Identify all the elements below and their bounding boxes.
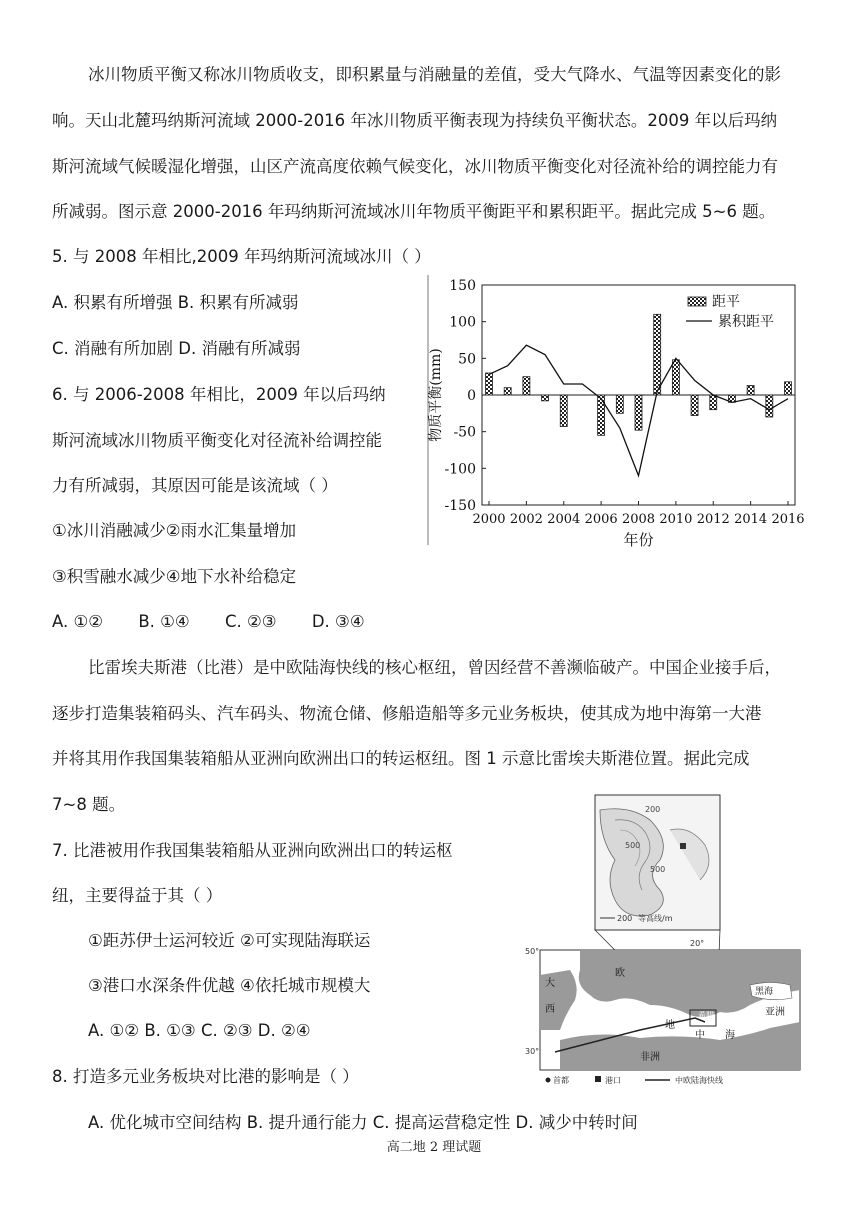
intro2-line-4: 7~8 题。 xyxy=(52,795,126,814)
page-footer: 高二地 2 理试题 xyxy=(386,1140,482,1155)
q7-stem-line-1: 7. 比港被用作我国集装箱船从亚洲向欧洲出口的转运枢 xyxy=(52,841,453,860)
inset-contour-200: 200 xyxy=(645,805,661,814)
map-label-blacksea: 黑海 xyxy=(755,987,774,997)
legend-line-label: 累积距平 xyxy=(718,314,774,330)
q6-items-2: ③积雪融水减少④地下水补给稳定 xyxy=(52,567,297,586)
q7-items-1: ①距苏伊士运河较近 ②可实现陆海联运 xyxy=(88,931,371,950)
y-tick-label: -100 xyxy=(444,461,476,478)
x-tick-label: 2016 xyxy=(771,512,805,527)
x-tick-label: 2004 xyxy=(547,512,581,527)
x-tick-label: 2006 xyxy=(584,512,618,527)
bar-2010 xyxy=(672,360,679,395)
map-label-europe: 欧 xyxy=(615,968,625,979)
intro2-line-3: 并将其用作我国集装箱船从亚洲向欧洲出口的转运枢纽。图 1 示意比雷埃夫斯港位置。据此完成 xyxy=(52,749,750,768)
q8-options: A. 优化城市空间结构 B. 提升通行能力 C. 提高运营稳定性 D. 减少中转时间 xyxy=(88,1113,638,1132)
inset-contour-legend-value: 200 xyxy=(617,914,633,923)
y-tick-label: 50 xyxy=(458,351,476,368)
x-axis-label: 年份 xyxy=(623,531,654,549)
bar-2003 xyxy=(542,395,549,401)
mass-balance-chart-svg xyxy=(420,270,810,560)
legend-bar-swatch xyxy=(688,297,706,306)
y-tick-label: -50 xyxy=(453,424,476,441)
intro1-line-1: 冰川物质平衡又称冰川物质收支，即积累量与消融量的差值，受大气降水、气温等因素变化的影 xyxy=(88,65,781,84)
intro1-line-2: 响。天山北麓玛纳斯河流域 2000-2016 年冰川物质平衡表现为持续负平衡状态。2009 年以后玛纳 xyxy=(52,111,778,130)
bar-2000 xyxy=(486,373,493,395)
map-lat-50: 50° xyxy=(525,947,540,956)
y-tick-label: -150 xyxy=(444,498,476,514)
map-label-greece: 希腊 xyxy=(698,1011,714,1020)
intro1-line-3: 斯河流域气候暖湿化增强，山区产流高度依赖气候变化，冰川物质平衡变化对径流补给的调控能力有 xyxy=(52,157,778,176)
x-tick-label: 2008 xyxy=(621,512,656,527)
piraeus-location-map xyxy=(520,790,810,1090)
y-tick-label: 0 xyxy=(467,388,476,404)
x-tick-label: 2014 xyxy=(734,512,768,527)
q6-options xyxy=(52,612,383,631)
map-legend xyxy=(546,1075,724,1085)
map-label-atlantic-1: 大 xyxy=(545,978,555,989)
q6-option-b: B. ①④ xyxy=(138,612,190,631)
map-inset xyxy=(595,795,720,930)
q6-option-a: A. ①② xyxy=(52,612,104,631)
q6-option-c: C. ②③ xyxy=(224,612,277,631)
q6-items-1: ①冰川消融减少②雨水汇集量增加 xyxy=(52,521,297,540)
x-tick-label: 2010 xyxy=(659,512,693,527)
q7-options: A. ①② B. ①③ C. ②③ D. ②④ xyxy=(88,1021,311,1040)
inset-contour-500b: 500 xyxy=(650,865,666,874)
bar-2016 xyxy=(785,382,792,395)
q8-stem: 8. 打造多元业务板块对比港的影响是（ ） xyxy=(52,1067,359,1086)
map-label-med-2: 中 xyxy=(695,1030,705,1041)
bar-2015 xyxy=(766,395,773,417)
legend-port: 港口 xyxy=(605,1076,621,1085)
bar-2007 xyxy=(616,395,623,413)
q7-stem-line-2: 纽，主要得益于其（ ） xyxy=(52,886,223,905)
mass-balance-chart xyxy=(420,270,810,560)
x-tick-label: 2000 xyxy=(472,512,506,527)
bar-2012 xyxy=(710,395,717,410)
intro2-line-2: 逐步打造集装箱码头、汽车码头、物流仓储、修船造船等多元业务板块，使其成为地中海第一大港 xyxy=(52,704,762,723)
q6-stem-line-1: 6. 与 2006-2008 年相比，2009 年以后玛纳 xyxy=(52,385,386,404)
inset-port-marker xyxy=(680,843,686,849)
q5-stem: 5. 与 2008 年相比,2009 年玛纳斯河流域冰川（ ） xyxy=(52,247,431,266)
map-label-med-1: 地 xyxy=(665,1020,675,1031)
legend-capital: 首都 xyxy=(553,1076,569,1085)
bar-2006 xyxy=(598,395,605,435)
x-tick-label: 2012 xyxy=(696,512,730,527)
legend-route: 中欧陆海快线 xyxy=(675,1076,723,1085)
bar-2001 xyxy=(504,388,511,395)
x-tick-label: 2002 xyxy=(509,512,543,527)
map-label-africa: 非洲 xyxy=(640,1052,660,1063)
legend-bar-label: 距平 xyxy=(712,294,740,310)
q6-option-d: D. ③④ xyxy=(311,612,365,631)
map-label-atlantic-2: 西 xyxy=(545,1004,555,1015)
map-main xyxy=(525,939,800,1070)
q5-options-row-1: A. 积累有所增强 B. 积累有所减弱 xyxy=(52,293,299,312)
inset-contour-legend-label: 等高线/m xyxy=(638,914,673,923)
y-tick-label: 150 xyxy=(449,278,476,294)
map-lon-20: 20° xyxy=(690,939,705,948)
intro1-line-4: 所减弱。图示意 2000-2016 年玛纳斯河流域冰川年物质平衡距平和累积距平。据此完成 5~6 题。 xyxy=(52,202,776,221)
q6-stem-line-3: 力有所减弱，其原因可能是该流域（ ） xyxy=(52,476,338,495)
bar-2011 xyxy=(691,395,698,416)
map-svg xyxy=(520,790,810,1090)
bar-2014 xyxy=(747,385,754,395)
q6-stem-line-2: 斯河流域冰川物质平衡变化对径流补给调控能 xyxy=(52,431,382,450)
bar-2008 xyxy=(635,395,642,430)
map-label-asia: 亚洲 xyxy=(765,1007,785,1018)
inset-contour-500: 500 xyxy=(625,841,641,850)
y-tick-label: 100 xyxy=(449,314,476,331)
map-lat-30: 30° xyxy=(525,1047,540,1056)
bar-2009 xyxy=(654,314,661,395)
y-axis-label: 物质平衡(mm) xyxy=(428,348,444,442)
bar-2004 xyxy=(560,395,567,427)
bar-2002 xyxy=(523,377,530,395)
q7-items-2: ③港口水深条件优越 ④依托城市规模大 xyxy=(88,976,371,995)
intro2-line-1: 比雷埃夫斯港（比港）是中欧陆海快线的核心枢纽，曾因经营不善濒临破产。中国企业接手后， xyxy=(88,658,781,677)
q5-options-row-2: C. 消融有所加剧 D. 消融有所减弱 xyxy=(52,339,301,358)
map-label-med-3: 海 xyxy=(725,1030,735,1041)
